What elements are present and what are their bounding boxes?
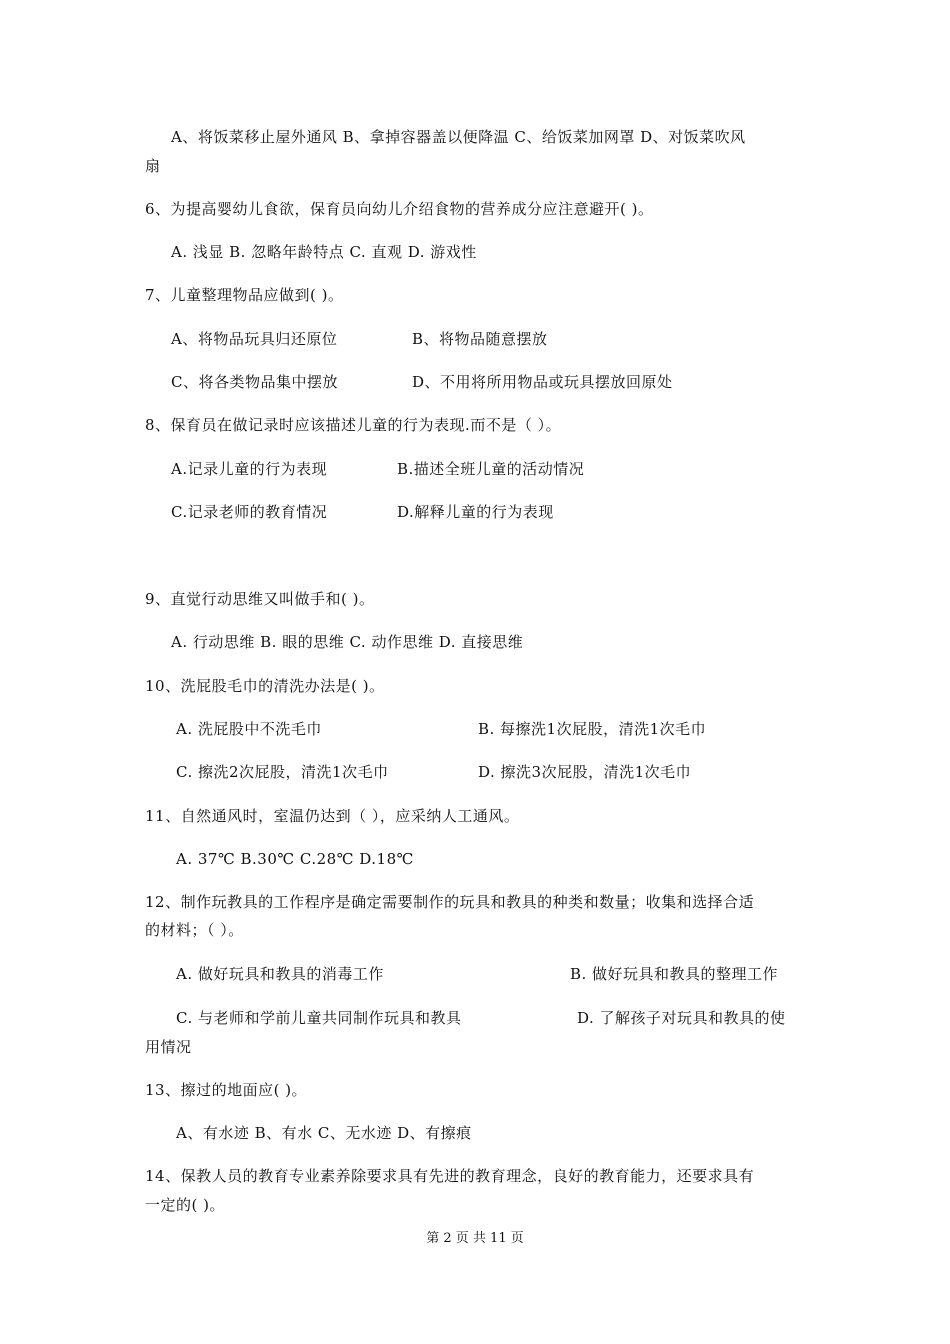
q10-option-a: A. 洗屁股中不洗毛巾 [176,720,322,738]
question-9: 9、直觉行动思维又叫做手和( )。 [145,590,375,608]
q7-option-a: A、将物品玩具归还原位 [171,330,338,348]
q10-option-d: D. 擦洗3次屁股，清洗1次毛巾 [478,763,692,781]
q8-option-d: D.解释儿童的行为表现 [397,503,554,521]
q12-option-c: C. 与老师和学前儿童共同制作玩具和教具 [176,1009,462,1027]
question-13: 13、擦过的地面应( )。 [145,1081,308,1099]
q10-option-b: B. 每擦洗1次屁股，清洗1次毛巾 [478,720,707,738]
q12-option-d-continued: 用情况 [145,1038,192,1056]
q7-option-d: D、不用将所用物品或玩具摆放回原处 [412,373,673,391]
q5-options-line-2: 扇 [145,157,161,175]
q13-options: A、有水迹 B、有水 C、无水迹 D、有擦痕 [176,1124,472,1142]
q10-option-c: C. 擦洗2次屁股，清洗1次毛巾 [176,763,389,781]
q12-option-d: D. 了解孩子对玩具和教具的使 [577,1009,786,1027]
q12-option-a: A. 做好玩具和教具的消毒工作 [176,965,384,983]
question-7: 7、儿童整理物品应做到( )。 [145,286,344,304]
question-6: 6、为提高婴幼儿食欲，保育员向幼儿介绍食物的营养成分应注意避开( )。 [145,200,654,218]
q7-option-b: B、将物品随意摆放 [412,330,548,348]
q12-option-b: B. 做好玩具和教具的整理工作 [570,965,779,983]
question-14-line-2: 一定的( )。 [145,1196,225,1214]
q9-options: A. 行动思维 B. 眼的思维 C. 动作思维 D. 直接思维 [171,633,524,651]
q6-options: A. 浅显 B. 忽略年龄特点 C. 直观 D. 游戏性 [171,243,477,261]
question-11: 11、自然通风时，室温仍达到（ ），应采纳人工通风。 [145,807,520,825]
question-12-line-2: 的材料；（ ）。 [145,921,244,939]
q7-option-c: C、将各类物品集中摆放 [171,373,338,391]
question-14-line-1: 14、保教人员的教育专业素养除要求具有先进的教育理念，良好的教育能力，还要求具有 [145,1167,755,1185]
question-10: 10、洗屁股毛巾的清洗办法是( )。 [145,677,385,695]
q8-option-b: B.描述全班儿童的活动情况 [397,460,585,478]
page-number-footer: 第 2 页 共 11 页 [426,1231,524,1246]
q5-options-line-1: A、将饭菜移止屋外通风 B、拿掉容器盖以便降温 C、给饭菜加网罩 D、对饭菜吹风 [171,128,746,146]
q8-option-c: C.记录老师的教育情况 [171,503,328,521]
question-12-line-1: 12、制作玩教具的工作程序是确定需要制作的玩具和教具的种类和数量；收集和选择合适 [145,893,755,911]
question-8: 8、保育员在做记录时应该描述儿童的行为表现.而不是（ ）。 [145,416,562,434]
q11-options: A. 37℃ B.30℃ C.28℃ D.18℃ [176,850,414,868]
q8-option-a: A.记录儿童的行为表现 [171,460,328,478]
